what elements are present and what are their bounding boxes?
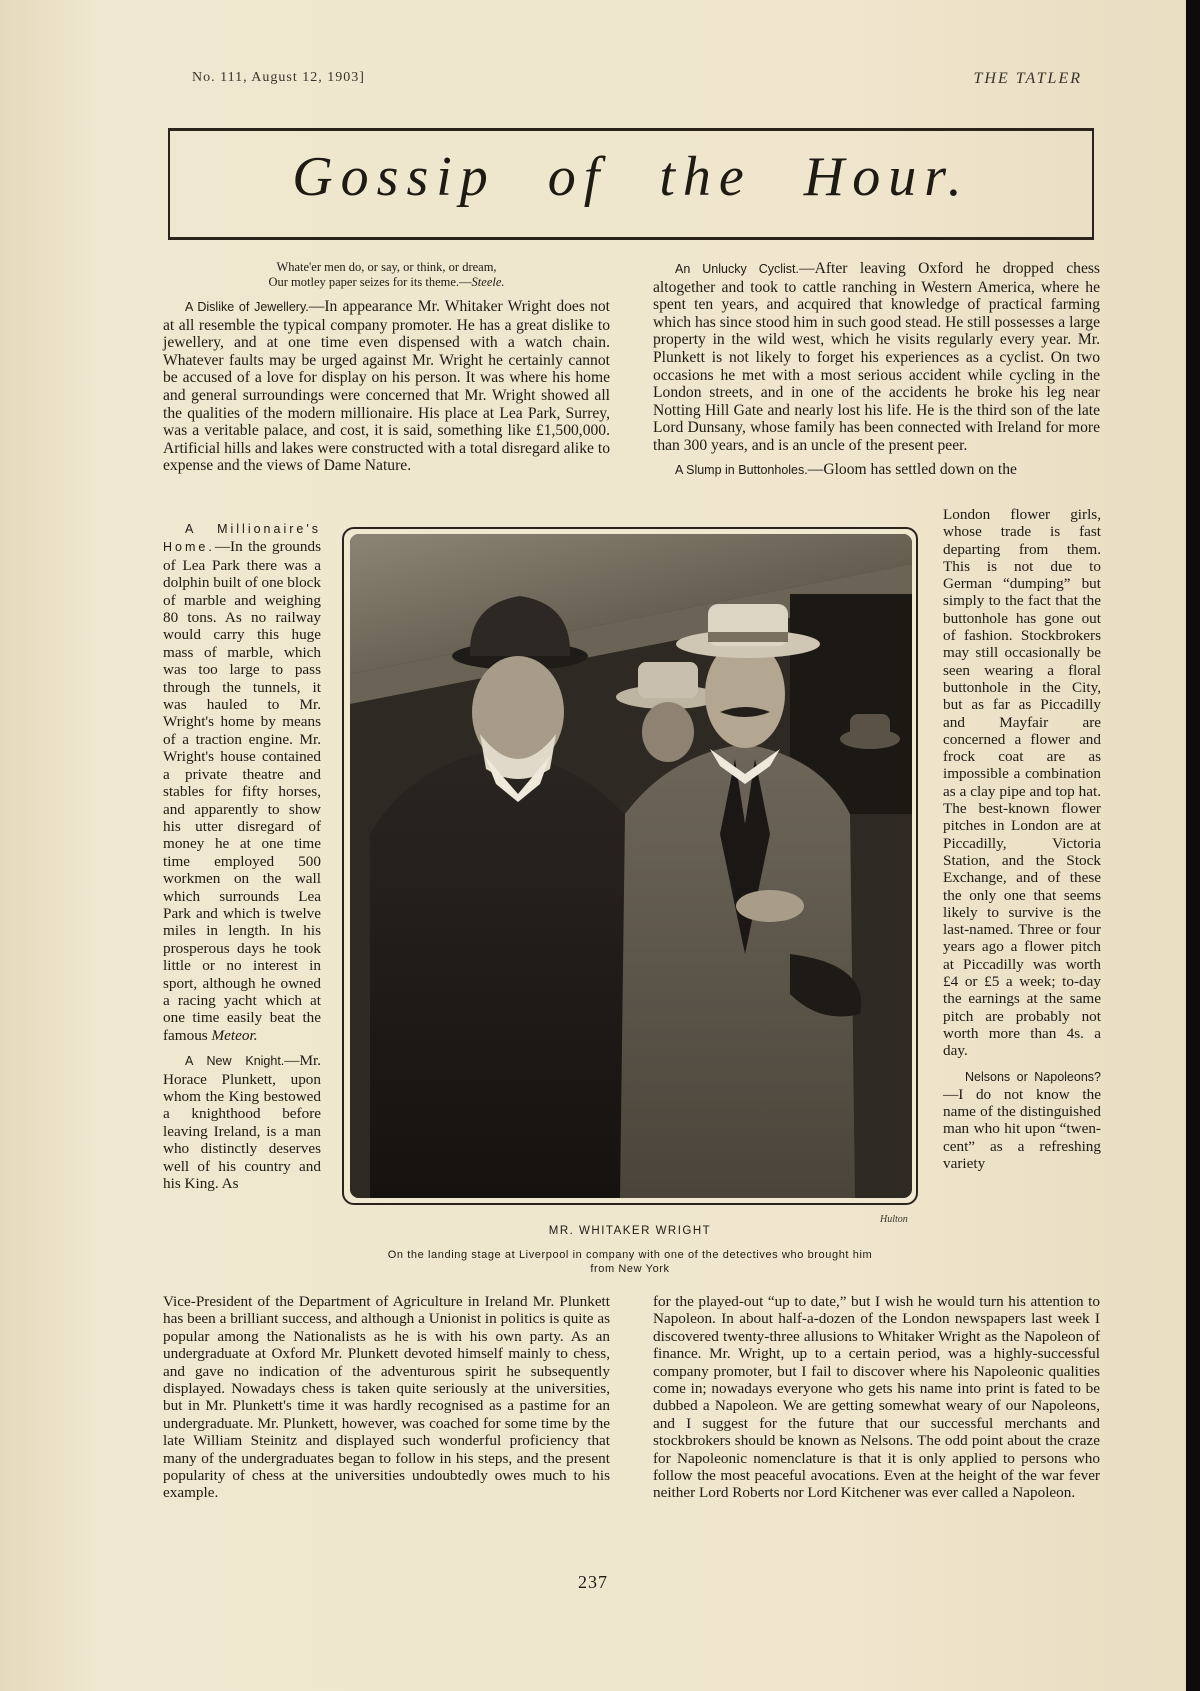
nelsons-text-wide: for the played-out “up to date,” but I wish he would turn his attention to Napoleon. In about half-a-dozen of the London newspapers last week I discovered twenty-three allusions to Whitaker Wright as the Napoleon of finance. Mr. Wright, up to a certain period, was a highly-successful company promoter, but I fail to discover where his Napoleonic qualities come in; nowadays everyone who gets his name into print is fated to be dubbed a Napoleon. We are getting somewhat weary of our Napoleons, and I suggest for the future that our successful merchants and stockbrokers should be known as Nelsons. The odd point about the craze for Napoleonic nomenclature is that it is only applied to persons who follow the most peaceful avocations. Even at the height of the war fever neither Lord Roberts nor Lord Kitchener was ever called a Napoleon.: [653, 1293, 1100, 1502]
title-box: [168, 128, 1094, 240]
magazine-name: THE TATLER: [973, 70, 1082, 87]
photo-caption-title: MR. WHITAKER WRIGHT: [548, 1225, 712, 1237]
cyclist-paragraph: [653, 260, 1100, 455]
left-narrow-column: [163, 520, 321, 1192]
knight-continued: [163, 1293, 610, 1502]
nelsons-text-narrow: —I do not know the name of the distinguished man who hit upon “twen-cent” as a refreshing variety: [943, 1085, 1101, 1172]
knight-text-narrow: —Mr. Horace Plunkett, upon whom the King bestowed a knighthood before leaving Ireland, is a man who distinctly deserves well of his country and his King. As: [163, 1052, 321, 1193]
page-number: 237: [578, 1572, 608, 1592]
nelsons-continued: [653, 1293, 1100, 1502]
buttonholes-text: London flower girls, whose trade is fast departing from them. This is not due to German “dumping” but simply to the fact that the buttonhole has gone out of fashion. Stockbrokers may still occasionally be seen wearing a floral buttonhole in the City, but as far as Piccadilly and Mayfair are concerned a flower and frock coat are as impossible a combination as a clay pipe and top hat. The best-known flower pitches in London are at Piccadilly, Victoria Station, and the Stock Exchange, and of these the only one that seems likely to survive is the last-named. Three or four years ago a flower pitch at Piccadilly was worth £4 or £5 a week; to-day the earnings at the same pitch are probably not worth more than 4s. a day.: [943, 506, 1101, 1060]
photo-caption-line1: On the landing stage at Liverpool in company with one of the detectives who brought him: [387, 1249, 873, 1261]
detective-face: [642, 702, 694, 762]
nelsons-paragraph: [943, 1068, 1101, 1173]
nelsons-heading: Nelsons or Napoleons?: [965, 1069, 1101, 1084]
home-paragraph: [163, 520, 321, 1044]
right-column-bottom: [653, 1293, 1100, 1502]
jewellery-heading: A Dislike of Jewellery.: [185, 300, 309, 314]
meteor-name: Meteor.: [211, 1026, 258, 1044]
motto-line1: Whate'er men do, or say, or think, or dream,: [276, 260, 497, 274]
knight-text-wide: Vice-President of the Department of Agriculture in Ireland Mr. Plunkett has been a brilliant success, and although a Unionist in politics is quite as popular among the Nationalists as he is with his own party. As an undergraduate at Oxford Mr. Plunkett devoted himself mainly to chess, and gave no indication of the adventurous spirit he subsequently displayed. Nowadays chess is taken quite seriously at the universities, but in Mr. Plunkett's time it was hardly recognised as a pastime for an undergraduate. Mr. Plunkett, however, was coached for some time by the late William Steinitz and displayed such wonderful proficiency that many of the undergraduates began to follow in his steps, and the present popularity of chess at the universities undoubtedly owes much to his example.: [163, 1293, 610, 1502]
page-title: Gossip of the Hour.: [292, 146, 970, 208]
issue-header: No. 111, August 12, 1903]: [192, 70, 365, 85]
buttonholes-paragraph: [943, 506, 1101, 1060]
motto-source: Steele.: [471, 275, 505, 289]
buttonholes-lead: —Gloom has settled down on the: [807, 460, 1017, 478]
jewellery-paragraph: [163, 298, 610, 475]
photo-credit: Hulton: [880, 1214, 908, 1225]
knight-heading: A New Knight.: [185, 1054, 285, 1069]
cyclist-text: —After leaving Oxford he dropped chess altogether and took to cattle ranching in Western America, where he spent ten years, and acquired that knowledge of practical farming which has since stood him in such good stead. He still possesses a large property in the wild west, which he visits regularly every year. Mr. Plunkett is not likely to forget his experiences as a cyclist. On two occasions he met with a most serious accident while cycling in the London streets, and in one of the accidents he broke his leg near Notting Hill Gate and nearly lost his life. He is the third son of the late Lord Dunsany, whose family has been connected with Ireland for more than 300 years, and is an uncle of the present peer.: [653, 260, 1100, 454]
photo-caption: [342, 1248, 918, 1276]
plunkett-hands: [736, 890, 804, 922]
cyclist-heading: An Unlucky Cyclist.: [675, 262, 799, 276]
right-column-top: [653, 260, 1100, 479]
scan-edge: [1186, 0, 1200, 1691]
buttonholes-heading: A Slump in Buttonholes.: [675, 462, 808, 477]
buttonholes-lead-paragraph: [653, 461, 1100, 480]
left-column-top: [163, 260, 610, 475]
photograph: [350, 534, 912, 1198]
home-text: —In the grounds of Lea Park there was a dolphin built of one block of marble and weighing 80 tons. As no railway would carry this huge mass of marble, which was too large to pass through the tunnels, it was hauled to Mr. Wright's home by means of a traction engine. Mr. Wright's house contained a private theatre and stables for fifty horses, and apparently to show his utter disregard of money he at one time time employed 500 workmen on the wall which surrounds Lea Park and which is twelve miles in length. In his prosperous days he took little or no interest in sport, although he owned a racing yacht which at one time easily beat the famous: [163, 538, 321, 1044]
motto: [163, 260, 610, 290]
motto-line2: Our motley paper seizes for its theme.—: [268, 275, 472, 289]
right-narrow-column: [943, 506, 1101, 1172]
home-heading: A Millionaire's Home.: [163, 522, 321, 555]
photo-illustration: [350, 534, 912, 1198]
jewellery-text: —In appearance Mr. Whitaker Wright does not at all resemble the typical company promoter. He has a great dislike to jewellery, and at one time even dispensed with a watch chain. Whatever faults may be urged against Mr. Wright he certainly cannot be accused of a love for display on his person. It was where his home and general surroundings were concerned that Mr. Wright showed all the qualities of the modern millionaire. His place at Lea Park, Surrey, was a veritable palace, and cost, it is said, something like £1,500,000. Artificial hills and lakes were constructed with a total disregard alike to expense and the views of Dame Nature.: [163, 298, 610, 475]
wright-coat: [370, 749, 650, 1198]
knight-paragraph: [163, 1052, 321, 1192]
left-column-bottom: [163, 1293, 610, 1502]
photo-caption-line2: from New York: [590, 1263, 670, 1275]
